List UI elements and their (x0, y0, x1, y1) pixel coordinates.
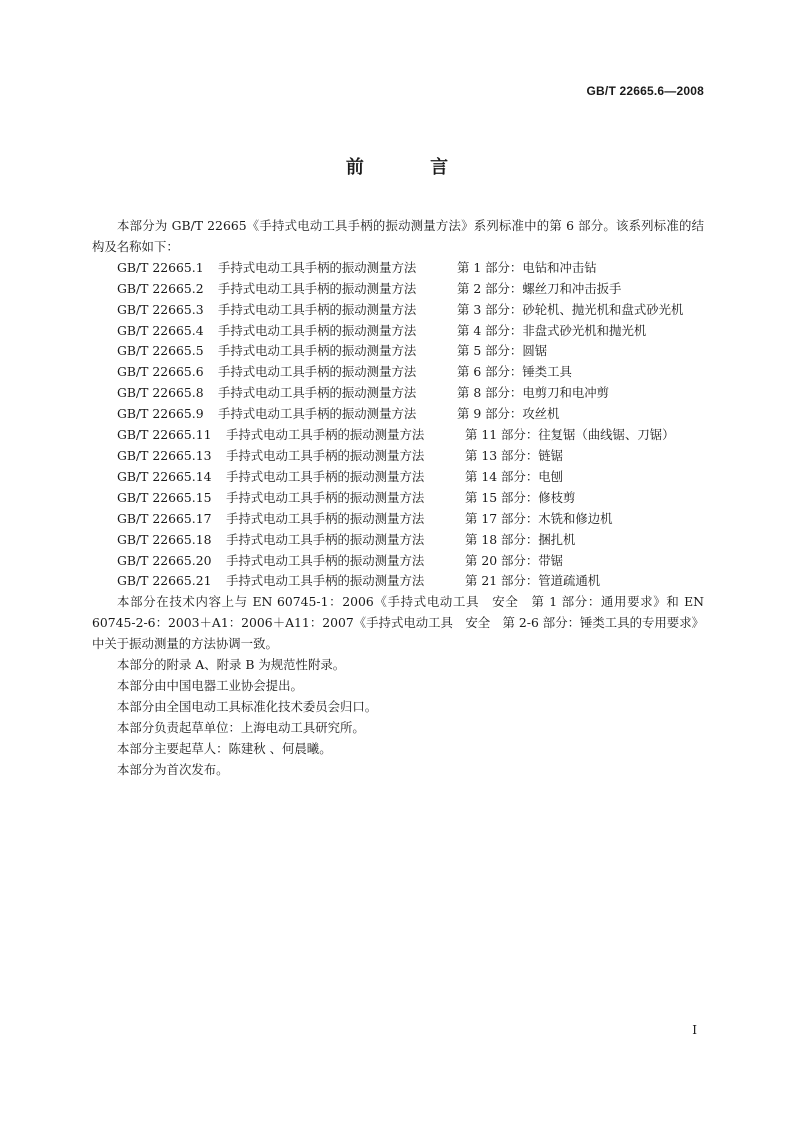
parts-list (92, 258, 704, 593)
part-code: GB/T 22665.3 (117, 301, 204, 317)
part-title: 第 5 部分：圆锯 (457, 343, 548, 359)
list-item (92, 362, 704, 383)
part-name: 手持式电动工具手柄的振动测量方法 (218, 406, 417, 422)
harmonization-paragraph: 本部分在技术内容上与 EN 60745-1：2006《手持式电动工具 安全 第 1 部分：通用要求》和 EN 60745-2-6：2003＋A1：2006＋A11：2007《手持式电动工具 安全 第 2-6 部分：锤类工具的专用要求》中关于振动测量的方法协调一致。 (92, 594, 704, 652)
part-name: 手持式电动工具手柄的振动测量方法 (226, 510, 425, 526)
list-item (92, 467, 704, 488)
list-item (92, 341, 704, 362)
intro-paragraph: 本部分为 GB/T 22665《手持式电动工具手柄的振动测量方法》系列标准中的第 6 部分。该系列标准的结构及名称如下： (92, 218, 704, 254)
proposer-paragraph: 本部分由中国电器工业协会提出。 (117, 677, 303, 693)
part-title: 第 11 部分：往复锯（曲线锯、刀锯） (465, 427, 675, 443)
list-item (92, 488, 704, 509)
part-code: GB/T 22665.1 (117, 259, 204, 275)
part-name: 手持式电动工具手柄的振动测量方法 (218, 385, 417, 401)
list-item (92, 300, 704, 321)
part-name: 手持式电动工具手柄的振动测量方法 (226, 552, 425, 568)
drafting-unit-paragraph: 本部分负责起草单位：上海电动工具研究所。 (117, 719, 365, 735)
part-name: 手持式电动工具手柄的振动测量方法 (218, 322, 417, 338)
part-code: GB/T 22665.20 (117, 552, 212, 568)
part-title: 第 17 部分：木铣和修边机 (465, 510, 613, 526)
part-code: GB/T 22665.5 (117, 343, 204, 359)
part-name: 手持式电动工具手柄的振动测量方法 (218, 280, 417, 296)
list-item (92, 509, 704, 530)
part-code: GB/T 22665.2 (117, 280, 204, 296)
list-item (92, 279, 704, 300)
part-name: 手持式电动工具手柄的振动测量方法 (226, 468, 425, 484)
part-name: 手持式电动工具手柄的振动测量方法 (218, 343, 417, 359)
part-title: 第 2 部分：螺丝刀和冲击扳手 (457, 280, 622, 296)
part-name: 手持式电动工具手柄的振动测量方法 (218, 259, 417, 275)
list-item (92, 551, 704, 572)
part-title: 第 1 部分：电钻和冲击钻 (457, 259, 597, 275)
list-item (92, 258, 704, 279)
part-name: 手持式电动工具手柄的振动测量方法 (226, 573, 425, 589)
part-name: 手持式电动工具手柄的振动测量方法 (226, 531, 425, 547)
first-release-paragraph: 本部分为首次发布。 (117, 761, 229, 777)
list-item (92, 571, 704, 592)
part-name: 手持式电动工具手柄的振动测量方法 (218, 301, 417, 317)
part-title: 第 15 部分：修枝剪 (465, 489, 576, 505)
part-name: 手持式电动工具手柄的振动测量方法 (226, 489, 425, 505)
part-title: 第 13 部分：链锯 (465, 447, 563, 463)
committee-paragraph: 本部分由全国电动工具标准化技术委员会归口。 (117, 698, 378, 714)
part-title: 第 8 部分：电剪刀和电冲剪 (457, 385, 610, 401)
list-item (92, 530, 704, 551)
foreword-body (92, 216, 704, 780)
part-title: 第 20 部分：带锯 (465, 552, 563, 568)
part-code: GB/T 22665.4 (117, 322, 204, 338)
page-number: I (692, 1023, 697, 1037)
part-code: GB/T 22665.11 (117, 427, 212, 443)
part-name: 手持式电动工具手柄的振动测量方法 (218, 364, 417, 380)
part-title: 第 21 部分：管道疏通机 (465, 573, 601, 589)
part-code: GB/T 22665.21 (117, 573, 212, 589)
part-code: GB/T 22665.13 (117, 447, 212, 463)
list-item (92, 321, 704, 342)
part-title: 第 4 部分：非盘式砂光机和抛光机 (457, 322, 647, 338)
part-code: GB/T 22665.8 (117, 385, 204, 401)
part-title: 第 3 部分：砂轮机、抛光机和盘式砂光机 (457, 301, 684, 317)
list-item (92, 446, 704, 467)
part-code: GB/T 22665.17 (117, 510, 212, 526)
drafters-paragraph: 本部分主要起草人：陈建秋 、何晨曦。 (117, 740, 332, 756)
part-code: GB/T 22665.15 (117, 489, 212, 505)
part-code: GB/T 22665.9 (117, 406, 204, 422)
part-title: 第 6 部分：锤类工具 (457, 364, 572, 380)
page-title: 前 言 (345, 157, 479, 178)
list-item (92, 383, 704, 404)
part-code: GB/T 22665.14 (117, 468, 212, 484)
standard-number: GB/T 22665.6—2008 (586, 84, 704, 98)
part-name: 手持式电动工具手柄的振动测量方法 (226, 447, 425, 463)
part-code: GB/T 22665.6 (117, 364, 204, 380)
annex-paragraph: 本部分的附录 A、附录 B 为规范性附录。 (117, 657, 346, 673)
part-title: 第 18 部分：捆扎机 (465, 531, 576, 547)
part-title: 第 14 部分：电刨 (465, 468, 563, 484)
list-item (92, 404, 704, 425)
list-item (92, 425, 704, 446)
part-title: 第 9 部分：攻丝机 (457, 406, 560, 422)
part-name: 手持式电动工具手柄的振动测量方法 (226, 427, 425, 443)
part-code: GB/T 22665.18 (117, 531, 212, 547)
